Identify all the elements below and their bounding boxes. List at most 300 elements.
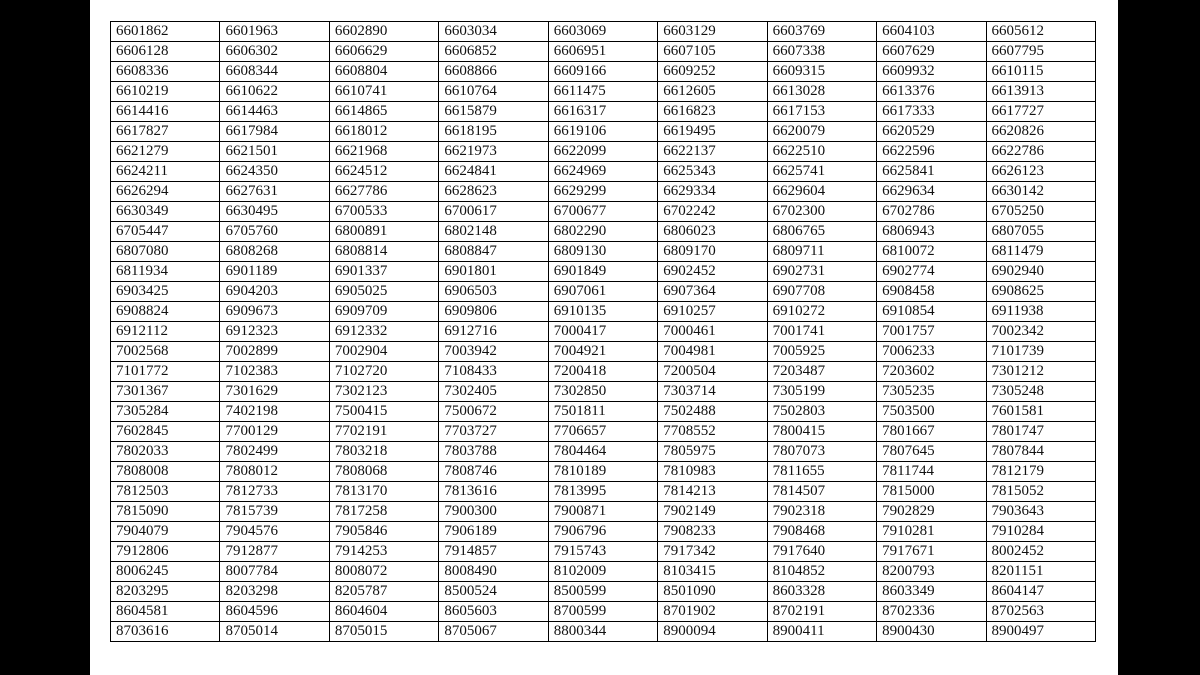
table-cell: 6800891 [329, 222, 438, 242]
table-cell: 6607795 [986, 42, 1096, 62]
table-cell: 6630349 [111, 202, 220, 222]
table-row [111, 242, 1096, 262]
table-cell: 8102009 [548, 562, 657, 582]
table-cell: 6603769 [767, 22, 876, 42]
table-row [111, 42, 1096, 62]
table-cell: 8008072 [329, 562, 438, 582]
table-cell: 7902829 [877, 502, 986, 522]
table-cell: 7003942 [439, 342, 548, 362]
table-cell: 7502803 [767, 402, 876, 422]
table-cell: 8900411 [767, 622, 876, 642]
table-cell: 7801667 [877, 422, 986, 442]
table-cell: 7914857 [439, 542, 548, 562]
table-cell: 7807073 [767, 442, 876, 462]
table-cell: 6603129 [658, 22, 767, 42]
table-cell: 6620529 [877, 122, 986, 142]
table-cell: 6626294 [111, 182, 220, 202]
table-cell: 7808068 [329, 462, 438, 482]
table-cell: 8900497 [986, 622, 1096, 642]
table-cell: 7912877 [220, 542, 329, 562]
table-cell: 7305199 [767, 382, 876, 402]
table-cell: 6811934 [111, 262, 220, 282]
table-cell: 7813170 [329, 482, 438, 502]
table-cell: 6907708 [767, 282, 876, 302]
table-cell: 7903643 [986, 502, 1096, 522]
table-row [111, 622, 1096, 642]
table-row [111, 62, 1096, 82]
table-row [111, 402, 1096, 422]
table-cell: 6705447 [111, 222, 220, 242]
table-cell: 6612605 [658, 82, 767, 102]
table-cell: 6603034 [439, 22, 548, 42]
table-cell: 7700129 [220, 422, 329, 442]
table-cell: 7800415 [767, 422, 876, 442]
table-row [111, 542, 1096, 562]
table-cell: 6622099 [548, 142, 657, 162]
table-cell: 7807645 [877, 442, 986, 462]
table-cell: 7702191 [329, 422, 438, 442]
table-cell: 7302850 [548, 382, 657, 402]
table-row [111, 342, 1096, 362]
table-cell: 7101739 [986, 342, 1096, 362]
table-row [111, 262, 1096, 282]
table-cell: 6610764 [439, 82, 548, 102]
table-cell: 7503500 [877, 402, 986, 422]
table-cell: 6601862 [111, 22, 220, 42]
table-cell: 6621501 [220, 142, 329, 162]
table-cell: 8900430 [877, 622, 986, 642]
table-cell: 6603069 [548, 22, 657, 42]
table-cell: 8006245 [111, 562, 220, 582]
table-cell: 7005925 [767, 342, 876, 362]
table-cell: 7203487 [767, 362, 876, 382]
table-cell: 8604596 [220, 602, 329, 622]
table-cell: 7917640 [767, 542, 876, 562]
table-cell: 7908233 [658, 522, 767, 542]
table-cell: 7805975 [658, 442, 767, 462]
table-cell: 8701902 [658, 602, 767, 622]
table-cell: 8702336 [877, 602, 986, 622]
table-cell: 7001741 [767, 322, 876, 342]
table-cell: 7302405 [439, 382, 548, 402]
table-cell: 7812733 [220, 482, 329, 502]
table-cell: 6806943 [877, 222, 986, 242]
table-cell: 7814507 [767, 482, 876, 502]
table-cell: 6901849 [548, 262, 657, 282]
table-cell: 6625741 [767, 162, 876, 182]
table-cell: 8500524 [439, 582, 548, 602]
table-cell: 6607105 [658, 42, 767, 62]
table-cell: 7906189 [439, 522, 548, 542]
table-cell: 6702786 [877, 202, 986, 222]
table-cell: 7006233 [877, 342, 986, 362]
table-cell: 6902940 [986, 262, 1096, 282]
table-row [111, 582, 1096, 602]
table-cell: 6903425 [111, 282, 220, 302]
table-cell: 7305235 [877, 382, 986, 402]
table-cell: 8103415 [658, 562, 767, 582]
table-cell: 6702300 [767, 202, 876, 222]
table-cell: 7812503 [111, 482, 220, 502]
table-cell: 7910281 [877, 522, 986, 542]
table-cell: 7906796 [548, 522, 657, 542]
table-cell: 6912332 [329, 322, 438, 342]
table-cell: 6620826 [986, 122, 1096, 142]
table-cell: 6606852 [439, 42, 548, 62]
table-cell: 6807055 [986, 222, 1096, 242]
table-cell: 6628623 [439, 182, 548, 202]
table-cell: 6622510 [767, 142, 876, 162]
table-cell: 7108433 [439, 362, 548, 382]
table-cell: 6621973 [439, 142, 548, 162]
table-cell: 8604581 [111, 602, 220, 622]
table-cell: 6627786 [329, 182, 438, 202]
table-cell: 6625841 [877, 162, 986, 182]
table-cell: 7002568 [111, 342, 220, 362]
table-cell: 6626123 [986, 162, 1096, 182]
table-cell: 7813995 [548, 482, 657, 502]
table-cell: 7402198 [220, 402, 329, 422]
table-cell: 8201151 [986, 562, 1096, 582]
table-cell: 6609252 [658, 62, 767, 82]
table-cell: 6808814 [329, 242, 438, 262]
table-cell: 7900300 [439, 502, 548, 522]
table-cell: 8900094 [658, 622, 767, 642]
table-cell: 7904079 [111, 522, 220, 542]
table-cell: 6618012 [329, 122, 438, 142]
table-cell: 6908625 [986, 282, 1096, 302]
table-cell: 6608336 [111, 62, 220, 82]
table-cell: 6617827 [111, 122, 220, 142]
table-cell: 7917671 [877, 542, 986, 562]
table-row [111, 142, 1096, 162]
table-cell: 8700599 [548, 602, 657, 622]
table-cell: 7305284 [111, 402, 220, 422]
table-cell: 8203298 [220, 582, 329, 602]
table-cell: 6602890 [329, 22, 438, 42]
table-cell: 7915743 [548, 542, 657, 562]
table-cell: 7902318 [767, 502, 876, 522]
table-cell: 6630495 [220, 202, 329, 222]
table-cell: 8705014 [220, 622, 329, 642]
table-cell: 6607629 [877, 42, 986, 62]
number-table-body [111, 22, 1096, 642]
table-cell: 6606951 [548, 42, 657, 62]
table-cell: 6901337 [329, 262, 438, 282]
table-cell: 6910257 [658, 302, 767, 322]
table-cell: 6609315 [767, 62, 876, 82]
table-cell: 7301629 [220, 382, 329, 402]
table-cell: 6811479 [986, 242, 1096, 262]
table-cell: 7102720 [329, 362, 438, 382]
number-table [110, 21, 1096, 642]
table-cell: 7812179 [986, 462, 1096, 482]
table-cell: 6621968 [329, 142, 438, 162]
table-cell: 7500672 [439, 402, 548, 422]
table-row [111, 562, 1096, 582]
table-cell: 8705015 [329, 622, 438, 642]
table-row [111, 122, 1096, 142]
table-cell: 6610219 [111, 82, 220, 102]
table-row [111, 222, 1096, 242]
table-cell: 6901801 [439, 262, 548, 282]
table-cell: 8002452 [986, 542, 1096, 562]
table-cell: 6624211 [111, 162, 220, 182]
table-cell: 7002899 [220, 342, 329, 362]
table-cell: 7004921 [548, 342, 657, 362]
table-row [111, 282, 1096, 302]
table-cell: 7000461 [658, 322, 767, 342]
table-cell: 6907364 [658, 282, 767, 302]
table-row [111, 502, 1096, 522]
table-cell: 6808268 [220, 242, 329, 262]
document-page [90, 0, 1118, 675]
table-cell: 7801747 [986, 422, 1096, 442]
table-cell: 6617984 [220, 122, 329, 142]
table-cell: 7815739 [220, 502, 329, 522]
table-cell: 6616317 [548, 102, 657, 122]
table-cell: 6705760 [220, 222, 329, 242]
table-cell: 6702242 [658, 202, 767, 222]
table-row [111, 522, 1096, 542]
table-cell: 8200793 [877, 562, 986, 582]
table-cell: 8702191 [767, 602, 876, 622]
table-cell: 6614865 [329, 102, 438, 122]
table-row [111, 202, 1096, 222]
table-cell: 8500599 [548, 582, 657, 602]
table-cell: 6904203 [220, 282, 329, 302]
table-cell: 8203295 [111, 582, 220, 602]
table-cell: 6608866 [439, 62, 548, 82]
table-cell: 6616823 [658, 102, 767, 122]
table-cell: 7910284 [986, 522, 1096, 542]
table-cell: 7102383 [220, 362, 329, 382]
table-cell: 6910854 [877, 302, 986, 322]
table-cell: 6620079 [767, 122, 876, 142]
table-cell: 6909673 [220, 302, 329, 322]
table-row [111, 322, 1096, 342]
table-cell: 6806023 [658, 222, 767, 242]
table-cell: 6629334 [658, 182, 767, 202]
table-cell: 7101772 [111, 362, 220, 382]
table-row [111, 102, 1096, 122]
table-cell: 6604103 [877, 22, 986, 42]
table-cell: 7811655 [767, 462, 876, 482]
table-cell: 6629299 [548, 182, 657, 202]
table-cell: 6902774 [877, 262, 986, 282]
table-cell: 6614463 [220, 102, 329, 122]
table-cell: 6614416 [111, 102, 220, 122]
table-cell: 6809711 [767, 242, 876, 262]
table-row [111, 22, 1096, 42]
table-row [111, 482, 1096, 502]
table-cell: 7917342 [658, 542, 767, 562]
table-cell: 6909709 [329, 302, 438, 322]
table-cell: 6911938 [986, 302, 1096, 322]
table-cell: 8603328 [767, 582, 876, 602]
table-cell: 6807080 [111, 242, 220, 262]
table-cell: 6606302 [220, 42, 329, 62]
table-cell: 7904576 [220, 522, 329, 542]
table-cell: 8604147 [986, 582, 1096, 602]
table-cell: 6629634 [877, 182, 986, 202]
table-cell: 6607338 [767, 42, 876, 62]
table-cell: 8800344 [548, 622, 657, 642]
table-cell: 6809130 [548, 242, 657, 262]
table-cell: 6902731 [767, 262, 876, 282]
table-cell: 6912112 [111, 322, 220, 342]
table-cell: 7803788 [439, 442, 548, 462]
table-cell: 6901189 [220, 262, 329, 282]
table-cell: 8705067 [439, 622, 548, 642]
table-cell: 6700533 [329, 202, 438, 222]
table-cell: 7900871 [548, 502, 657, 522]
table-cell: 6605612 [986, 22, 1096, 42]
table-cell: 7802499 [220, 442, 329, 462]
table-cell: 7708552 [658, 422, 767, 442]
table-cell: 7303714 [658, 382, 767, 402]
table-cell: 7810189 [548, 462, 657, 482]
table-cell: 7815000 [877, 482, 986, 502]
table-cell: 6910272 [767, 302, 876, 322]
table-cell: 6624841 [439, 162, 548, 182]
table-cell: 6606128 [111, 42, 220, 62]
table-cell: 6802290 [548, 222, 657, 242]
table-cell: 6629604 [767, 182, 876, 202]
table-cell: 6908458 [877, 282, 986, 302]
table-cell: 8104852 [767, 562, 876, 582]
table-cell: 6622137 [658, 142, 767, 162]
table-cell: 6909806 [439, 302, 548, 322]
table-cell: 7808746 [439, 462, 548, 482]
table-cell: 8205787 [329, 582, 438, 602]
table-cell: 7301367 [111, 382, 220, 402]
table-cell: 8703616 [111, 622, 220, 642]
table-cell: 6910135 [548, 302, 657, 322]
table-cell: 6906503 [439, 282, 548, 302]
table-cell: 6705250 [986, 202, 1096, 222]
table-cell: 7002342 [986, 322, 1096, 342]
table-cell: 7908468 [767, 522, 876, 542]
table-cell: 6621279 [111, 142, 220, 162]
table-cell: 6809170 [658, 242, 767, 262]
table-cell: 6630142 [986, 182, 1096, 202]
table-cell: 6613913 [986, 82, 1096, 102]
table-row [111, 462, 1096, 482]
table-cell: 7706657 [548, 422, 657, 442]
table-cell: 7501811 [548, 402, 657, 422]
table-cell: 8007784 [220, 562, 329, 582]
table-row [111, 82, 1096, 102]
table-row [111, 182, 1096, 202]
table-cell: 7602845 [111, 422, 220, 442]
table-row [111, 422, 1096, 442]
table-cell: 7305248 [986, 382, 1096, 402]
table-cell: 7815090 [111, 502, 220, 522]
table-cell: 7817258 [329, 502, 438, 522]
table-cell: 7808012 [220, 462, 329, 482]
table-cell: 7802033 [111, 442, 220, 462]
table-cell: 6617727 [986, 102, 1096, 122]
table-cell: 6622596 [877, 142, 986, 162]
table-cell: 7002904 [329, 342, 438, 362]
table-row [111, 602, 1096, 622]
table-cell: 6912323 [220, 322, 329, 342]
table-row [111, 382, 1096, 402]
table-cell: 6609166 [548, 62, 657, 82]
table-cell: 6907061 [548, 282, 657, 302]
table-cell: 6902452 [658, 262, 767, 282]
table-cell: 6802148 [439, 222, 548, 242]
table-cell: 6622786 [986, 142, 1096, 162]
table-cell: 6610741 [329, 82, 438, 102]
table-cell: 7807844 [986, 442, 1096, 462]
table-cell: 8008490 [439, 562, 548, 582]
table-cell: 7004981 [658, 342, 767, 362]
table-cell: 6618195 [439, 122, 548, 142]
table-cell: 6611475 [548, 82, 657, 102]
table-row [111, 362, 1096, 382]
table-cell: 6624350 [220, 162, 329, 182]
table-row [111, 442, 1096, 462]
table-cell: 8603349 [877, 582, 986, 602]
table-cell: 6613028 [767, 82, 876, 102]
table-row [111, 162, 1096, 182]
table-cell: 7500415 [329, 402, 438, 422]
table-cell: 6625343 [658, 162, 767, 182]
table-cell: 6617333 [877, 102, 986, 122]
table-cell: 6606629 [329, 42, 438, 62]
table-cell: 6624969 [548, 162, 657, 182]
table-cell: 7810983 [658, 462, 767, 482]
table-cell: 7912806 [111, 542, 220, 562]
table-cell: 7203602 [877, 362, 986, 382]
table-cell: 6806765 [767, 222, 876, 242]
table-row [111, 302, 1096, 322]
table-cell: 7902149 [658, 502, 767, 522]
table-cell: 7302123 [329, 382, 438, 402]
table-cell: 7301212 [986, 362, 1096, 382]
table-cell: 7502488 [658, 402, 767, 422]
table-cell: 6610622 [220, 82, 329, 102]
table-cell: 7804464 [548, 442, 657, 462]
table-cell: 6624512 [329, 162, 438, 182]
table-cell: 6700677 [548, 202, 657, 222]
table-cell: 7200418 [548, 362, 657, 382]
table-cell: 7814213 [658, 482, 767, 502]
table-cell: 7813616 [439, 482, 548, 502]
table-cell: 6601963 [220, 22, 329, 42]
table-cell: 7905846 [329, 522, 438, 542]
table-cell: 7815052 [986, 482, 1096, 502]
table-cell: 7808008 [111, 462, 220, 482]
table-cell: 6608804 [329, 62, 438, 82]
table-cell: 6615879 [439, 102, 548, 122]
table-cell: 6810072 [877, 242, 986, 262]
table-cell: 8501090 [658, 582, 767, 602]
table-cell: 8702563 [986, 602, 1096, 622]
table-cell: 7200504 [658, 362, 767, 382]
table-cell: 7601581 [986, 402, 1096, 422]
table-cell: 7000417 [548, 322, 657, 342]
table-cell: 6808847 [439, 242, 548, 262]
table-cell: 7811744 [877, 462, 986, 482]
table-cell: 6619495 [658, 122, 767, 142]
table-cell: 8605603 [439, 602, 548, 622]
table-cell: 7803218 [329, 442, 438, 462]
table-cell: 6609932 [877, 62, 986, 82]
table-cell: 7703727 [439, 422, 548, 442]
